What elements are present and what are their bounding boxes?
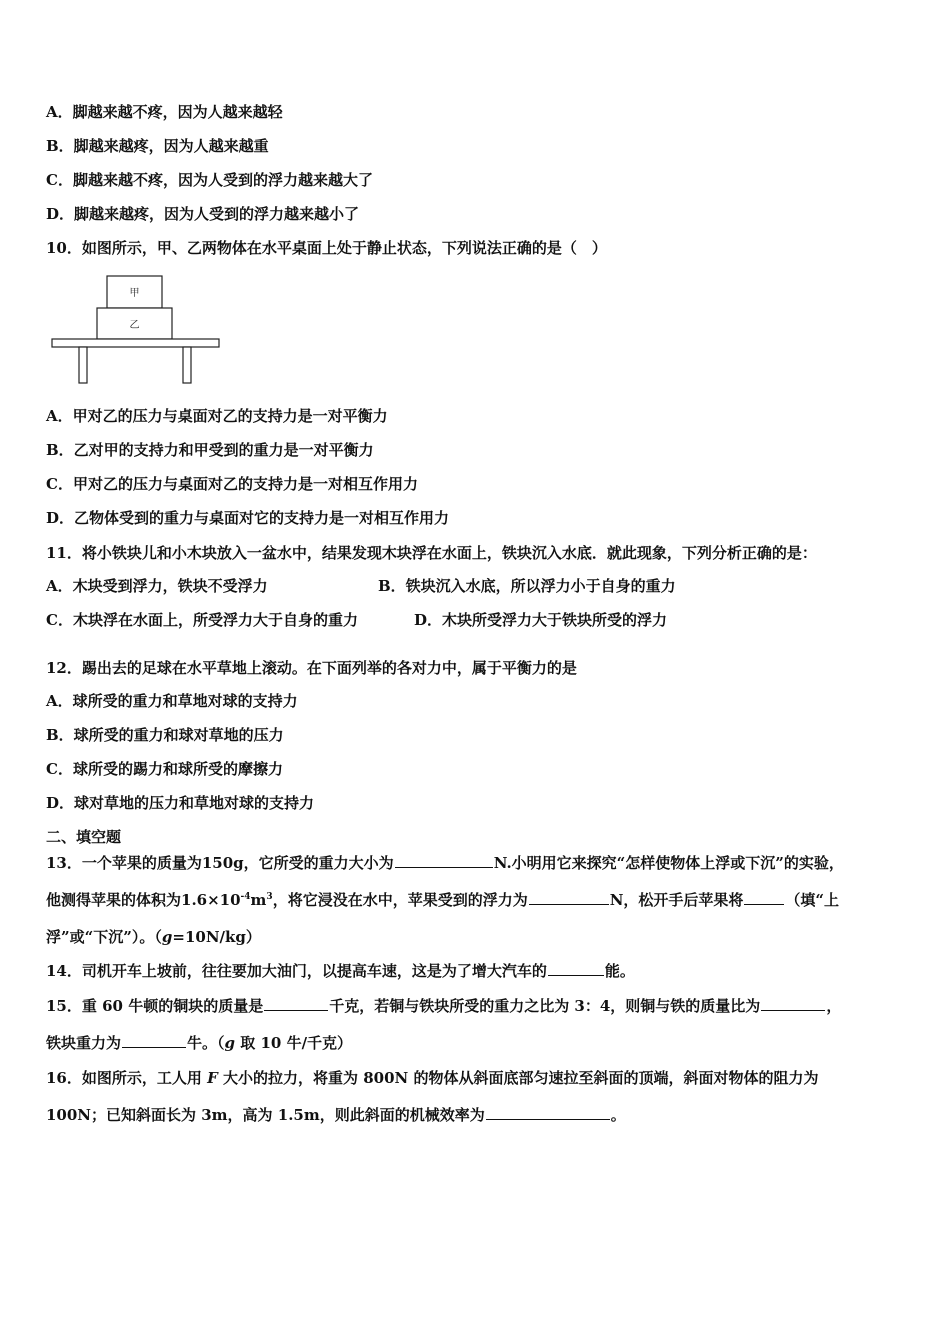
q13-text-g: 浮”或“下沉”）。（ bbox=[46, 928, 162, 946]
q15-var-g: g bbox=[224, 1034, 236, 1052]
q13-text-f: （填“上 bbox=[785, 891, 840, 909]
q14-blank-energy[interactable] bbox=[548, 961, 604, 976]
q11-option-d: D．木块所受浮力大于铁块所受的浮力 bbox=[414, 611, 668, 629]
q12-option-c: C．球所受的踢力和球所受的摩擦力 bbox=[46, 760, 283, 778]
q16-line2 bbox=[46, 1105, 910, 1125]
q10-option-c: C．甲对乙的压力与桌面对乙的支持力是一对相互作用力 bbox=[46, 475, 418, 493]
q10-option-d: D．乙物体受到的重力与桌面对它的支持力是一对相互作用力 bbox=[46, 509, 450, 527]
q15-blank-mass[interactable] bbox=[264, 996, 328, 1011]
q16-var-f: F bbox=[207, 1069, 218, 1087]
q15-text-f: 取 10 牛/千克） bbox=[235, 1034, 353, 1052]
q15-text-d: 铁块重力为 bbox=[46, 1034, 122, 1052]
q13-text-a: 13．一个苹果的质量为150g，它所受的重力大小为 bbox=[46, 854, 394, 872]
table-leg-left bbox=[79, 347, 87, 383]
q11-stem: 11．将小铁块儿和小木块放入一盆水中，结果发现木块浮在水面上，铁块沉入水底．就此现象，下列分析正确的是： bbox=[46, 544, 817, 562]
q12-option-d: D．球对草地的压力和草地对球的支持力 bbox=[46, 794, 315, 812]
q9-option-c: C．脚越来越不疼，因为人受到的浮力越来越大了 bbox=[46, 171, 373, 189]
q13-var-g: g bbox=[161, 928, 173, 946]
section-heading: 二、填空题 bbox=[46, 828, 122, 846]
block-yi-label: 乙 bbox=[129, 320, 140, 331]
q16-blank-efficiency[interactable] bbox=[486, 1105, 610, 1120]
q13-blank-gravity[interactable] bbox=[395, 853, 493, 868]
q14-text-a: 14．司机开车上坡前，往往要加大油门，以提高车速，这是为了增大汽车的 bbox=[46, 962, 547, 980]
q13-line1 bbox=[46, 853, 910, 873]
q16-line1 bbox=[46, 1068, 910, 1088]
q10-stem: 10．如图所示，甲、乙两物体在水平桌面上处于静止状态，下列说法正确的是（ ） bbox=[46, 239, 607, 257]
q13-exp-3: 3 bbox=[266, 892, 273, 902]
q15-blank-ratio[interactable] bbox=[761, 996, 825, 1011]
q13-blank-buoyancy[interactable] bbox=[529, 890, 609, 905]
q9-option-b: B．脚越来越疼，因为人越来越重 bbox=[46, 137, 269, 155]
q15-line2 bbox=[46, 1033, 910, 1053]
q15-text-e: 牛。（ bbox=[187, 1034, 225, 1052]
q12-option-b: B．球所受的重力和球对草地的压力 bbox=[46, 726, 284, 744]
q9-option-a: A．脚越来越不疼，因为人越来越轻 bbox=[46, 103, 283, 121]
q16-text-c: 100N；已知斜面长为 3m，高为 1.5m，则此斜面的机械效率为 bbox=[46, 1106, 485, 1124]
q9-option-d: D．脚越来越疼，因为人受到的浮力越来越小了 bbox=[46, 205, 360, 223]
q13-text-c: 他测得苹果的体积为1.6×10 bbox=[46, 891, 241, 909]
q13-blank-float-sink[interactable] bbox=[744, 890, 784, 905]
q10-figure-table-blocks bbox=[50, 274, 222, 386]
q16-text-d: 。 bbox=[610, 1106, 626, 1124]
q13-text-e: N，松开手后苹果将 bbox=[609, 891, 744, 909]
q10-option-b: B．乙对甲的支持力和甲受到的重力是一对平衡力 bbox=[46, 441, 374, 459]
q16-text-a: 16．如图所示，工人用 bbox=[46, 1069, 208, 1087]
q11-option-c: C．木块浮在水面上，所受浮力大于自身的重力 bbox=[46, 611, 358, 629]
q15-text-b: 千克，若铜与铁块所受的重力之比为 3：4，则铜与铁的质量比为 bbox=[329, 997, 761, 1015]
table-top bbox=[52, 339, 219, 347]
table-leg-right bbox=[183, 347, 191, 383]
q11-option-a: A．木块受到浮力，铁块不受浮力 bbox=[46, 577, 268, 595]
q14-line bbox=[46, 961, 910, 981]
q13-line3 bbox=[46, 927, 910, 947]
block-jia-label: 甲 bbox=[129, 288, 140, 299]
q12-option-a: A．球所受的重力和草地对球的支持力 bbox=[46, 692, 298, 710]
q11-option-b: B．铁块沉入水底，所以浮力小于自身的重力 bbox=[378, 577, 676, 595]
q15-blank-iron-weight[interactable] bbox=[122, 1033, 186, 1048]
q14-text-b: 能。 bbox=[604, 962, 635, 980]
q15-text-a: 15．重 60 牛顿的铜块的质量是 bbox=[46, 997, 264, 1015]
q15-line1 bbox=[46, 996, 910, 1016]
q13-text-d: ，将它浸没在水中，苹果受到的浮力为 bbox=[272, 891, 528, 909]
q13-text-h: =10N/kg） bbox=[172, 928, 261, 946]
q13-text-m: m bbox=[250, 891, 267, 909]
q10-option-a: A．甲对乙的压力与桌面对乙的支持力是一对平衡力 bbox=[46, 407, 388, 425]
q13-line2 bbox=[46, 890, 910, 910]
q12-stem: 12．踢出去的足球在水平草地上滚动。在下面列举的各对力中，属于平衡力的是 bbox=[46, 659, 577, 677]
q16-text-b: 大小的拉力，将重为 800N 的物体从斜面底部匀速拉至斜面的顶端，斜面对物体的阻力为 bbox=[217, 1069, 819, 1087]
q15-text-c: ， bbox=[826, 997, 842, 1015]
q13-exp-neg4: -4 bbox=[240, 892, 251, 902]
q13-text-b: N.小明用它来探究“怎样使物体上浮或下沉”的实验， bbox=[493, 854, 844, 872]
